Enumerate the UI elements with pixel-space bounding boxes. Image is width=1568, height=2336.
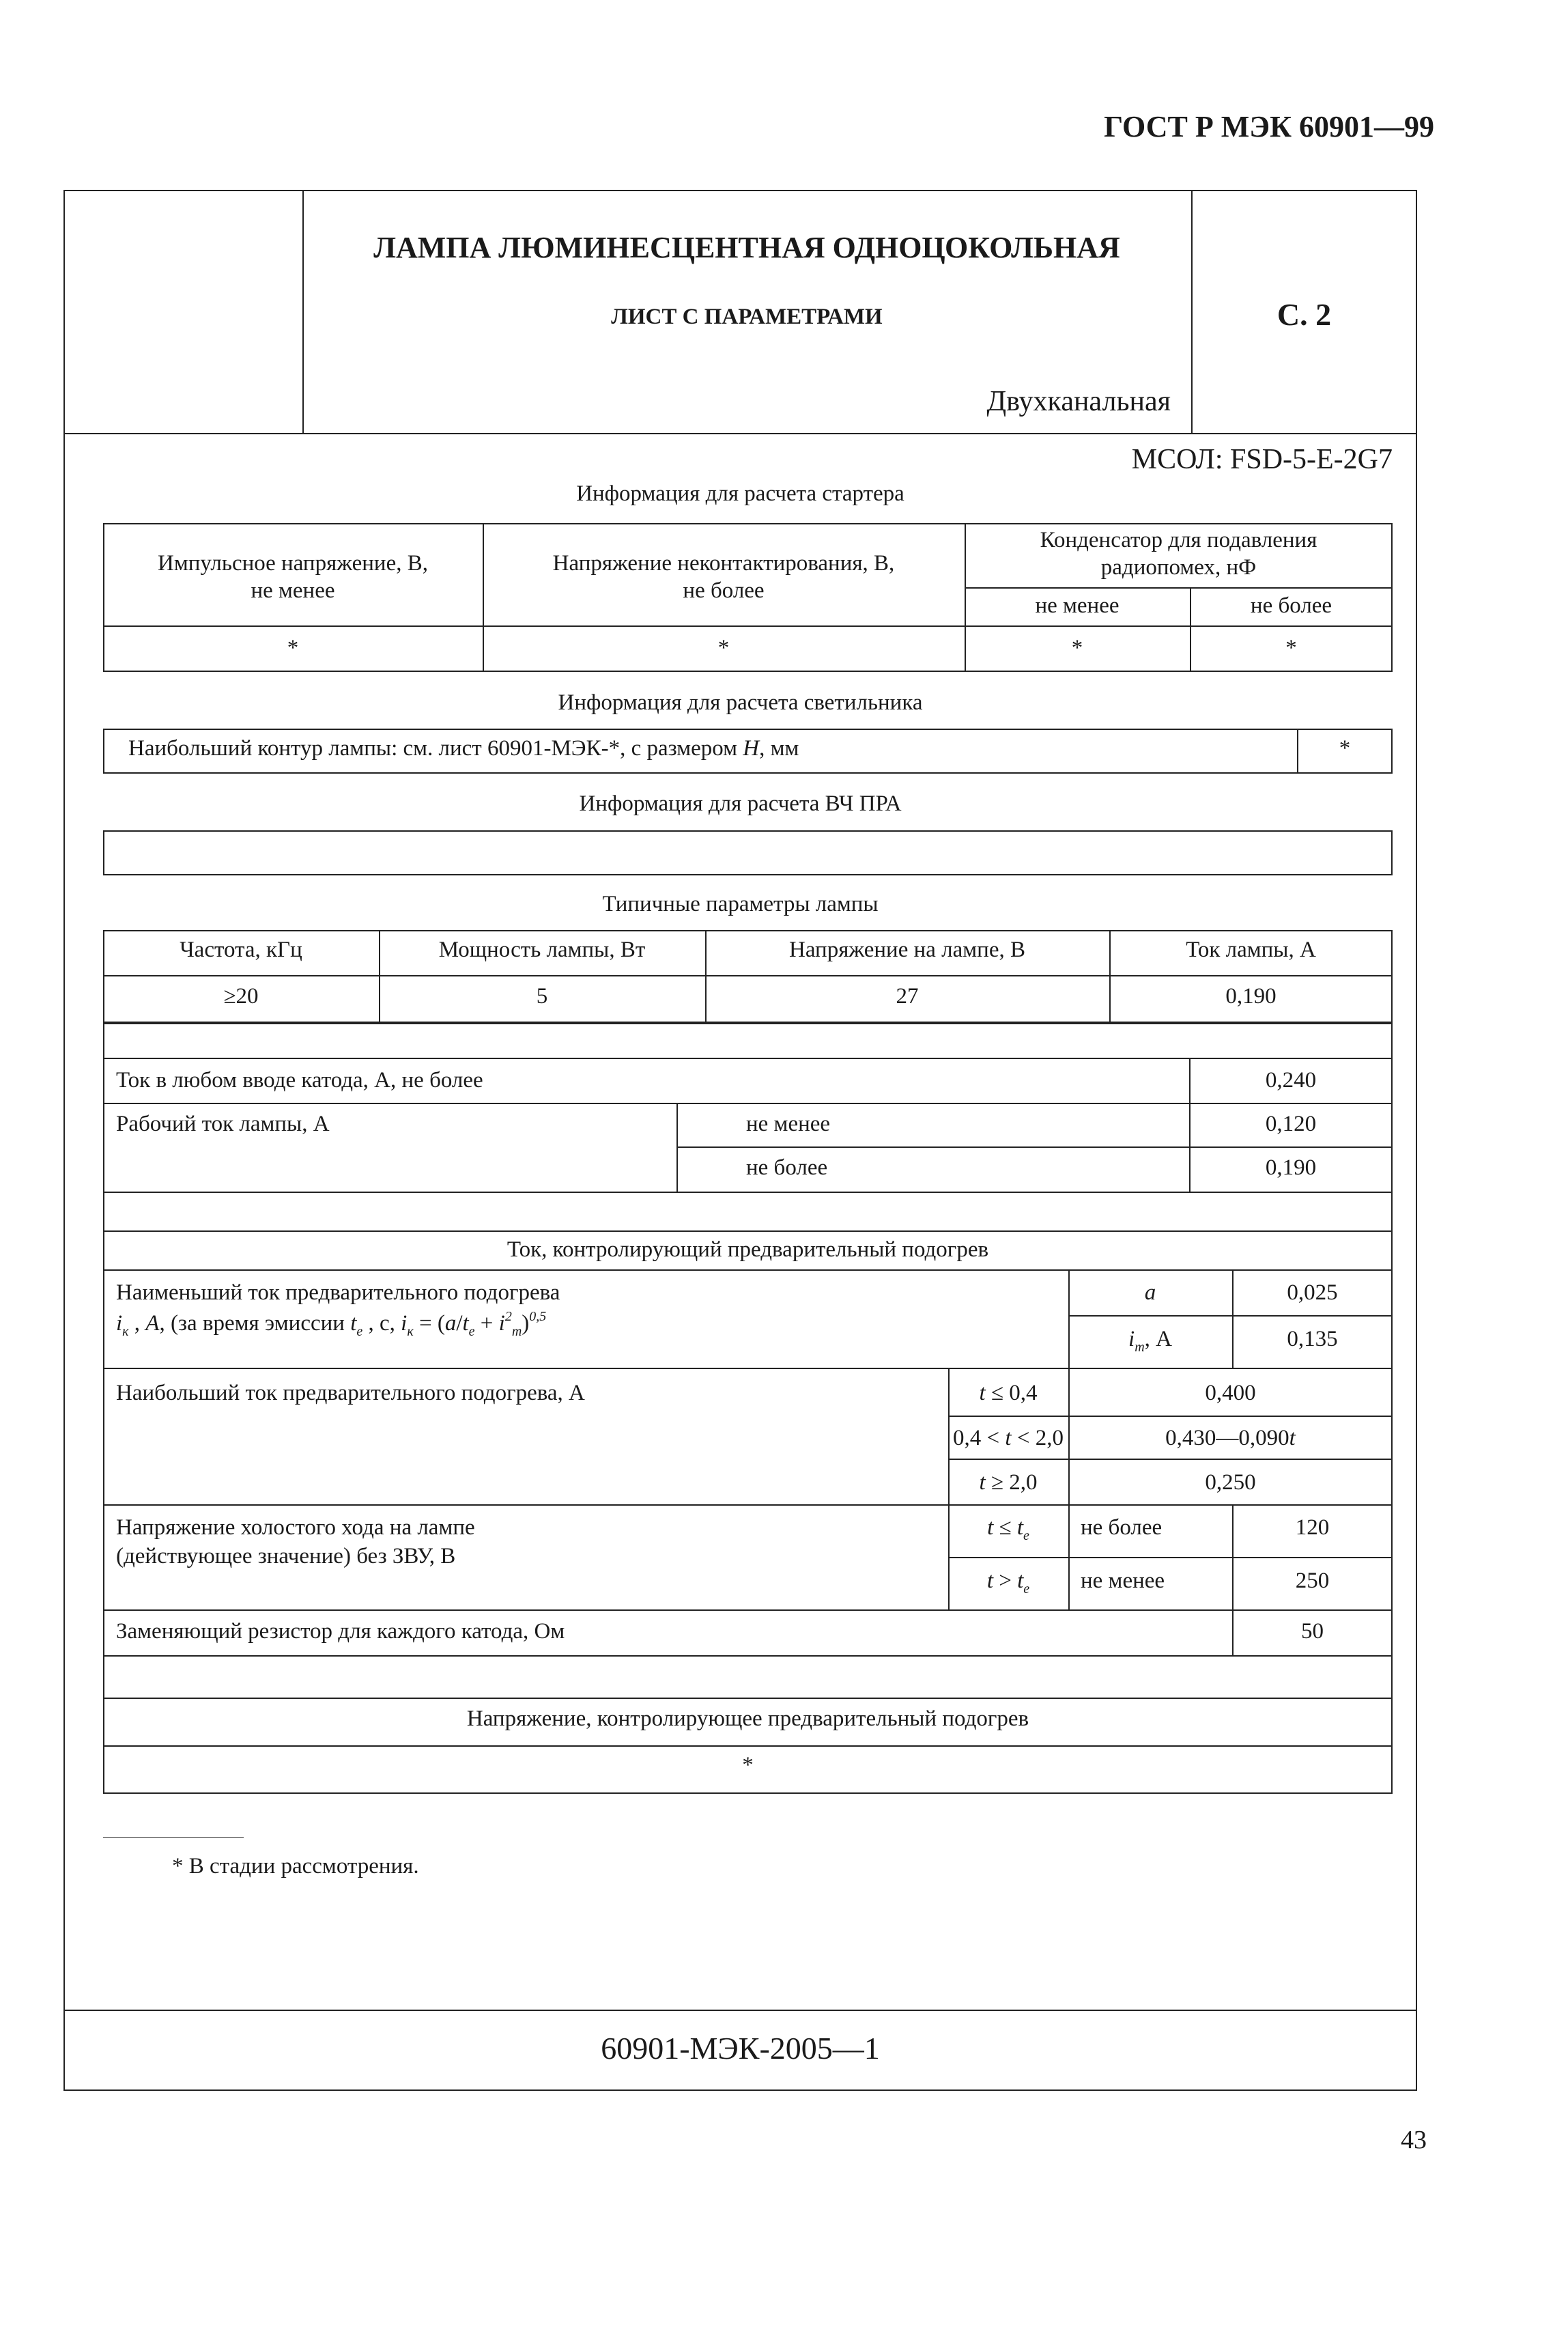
- max-preheat-value-1: 0,400: [1205, 1381, 1256, 1405]
- frequency-value: ≥20: [223, 984, 259, 1009]
- footer-line: [63, 2010, 1417, 2011]
- starter-header-bottom-line: [103, 625, 1393, 627]
- max-lamp-outline-value: *: [1339, 736, 1351, 761]
- lamp-power-value: 5: [536, 984, 548, 1009]
- starter-section-title: Информация для расчета стартера: [576, 481, 904, 506]
- starter-sub-header-line: [965, 587, 1393, 589]
- capacitor-header-2: радиопомех, нФ: [1100, 555, 1257, 580]
- operating-min-label: не менее: [746, 1112, 831, 1136]
- operating-label-sep: [676, 1103, 678, 1192]
- mcol-designation: МСОЛ: FSD-5-E-2G7: [1131, 444, 1393, 475]
- typical-section-title: Типичные параметры лампы: [602, 892, 879, 916]
- resistor-label: Заменяющий резистор для каждого катода, Ом: [116, 1619, 565, 1644]
- open-circuit-limit-1: не более: [1081, 1515, 1163, 1540]
- operating-max-value: 0,190: [1265, 1155, 1317, 1180]
- page-number: 43: [1401, 2126, 1427, 2154]
- hf-table: [103, 830, 1393, 875]
- pulse-voltage-value: *: [287, 636, 299, 660]
- row-line-9: [103, 1368, 1393, 1369]
- param-im-value: 0,135: [1287, 1327, 1338, 1351]
- max-lamp-outline-label: Наибольший контур лампы: см. лист 60901-МЭК-*, с размером H, мм: [128, 736, 799, 761]
- capacitor-max-value: *: [1285, 636, 1297, 660]
- capacitor-min-header: не менее: [1035, 593, 1120, 618]
- frequency-header: Частота, кГц: [180, 938, 302, 962]
- row-line-1: [103, 1058, 1393, 1059]
- max-preheat-cond-3: t ≥ 2,0: [979, 1470, 1038, 1495]
- noncontact-voltage-header: Напряжение неконтактирования, В,: [552, 551, 895, 576]
- capacitor-max-header: не более: [1250, 593, 1332, 618]
- min-preheat-formula: $i_к$ , А, (за время эмиссии $t_е$ , с, $i_к = (a/t_е + i^2_m)^{0,5}$: [116, 1309, 547, 1339]
- preheat-current-title: Ток, контролирующий предварительный подогрев: [507, 1237, 989, 1262]
- row-line-14: [103, 1609, 1393, 1611]
- typical-header-line: [103, 975, 1393, 976]
- row-line-15: [103, 1655, 1393, 1657]
- max-preheat-value-3: 0,250: [1205, 1470, 1256, 1495]
- param-a-value: 0,025: [1287, 1280, 1338, 1305]
- lamp-voltage-value: 27: [896, 984, 919, 1009]
- max-preheat-value-2: 0,430—0,090t: [1165, 1426, 1296, 1450]
- lamp-current-value: 0,190: [1225, 984, 1277, 1009]
- lamp-voltage-header: Напряжение на лампе, В: [789, 938, 1025, 962]
- noncontact-voltage-value: *: [717, 636, 730, 660]
- row-line-5: [103, 1192, 1393, 1193]
- row-line-7: [103, 1269, 1393, 1271]
- operating-min-value: 0,120: [1265, 1112, 1317, 1136]
- row-line-10: [948, 1416, 1393, 1417]
- param-im-label: $i_m$, А: [1128, 1327, 1172, 1355]
- cathode-current-value: 0,240: [1265, 1068, 1317, 1093]
- pulse-voltage-header-2: не менее: [251, 578, 335, 603]
- operating-current-label: Рабочий ток лампы, А: [116, 1112, 330, 1136]
- param-a-label: a: [1144, 1280, 1156, 1305]
- resistor-value: 50: [1301, 1619, 1324, 1644]
- lamp-title: ЛАМПА ЛЮМИНЕСЦЕНТНАЯ ОДНОЦОКОЛЬНАЯ: [373, 231, 1120, 264]
- header-bottom-line: [63, 433, 1417, 434]
- footnote-text: * В стадии рассмотрения.: [172, 1854, 419, 1878]
- row-line-3: [103, 1103, 676, 1104]
- standard-number: ГОСТ Р МЭК 60901—99: [1104, 110, 1434, 143]
- hf-section-title: Информация для расчета ВЧ ПРА: [579, 791, 902, 816]
- row-line-16: [103, 1698, 1393, 1699]
- page-label: С. 2: [1277, 297, 1332, 332]
- open-circuit-label-2: (действующее значение) без ЗВУ, В: [116, 1544, 456, 1568]
- row-line-4: [676, 1146, 1393, 1148]
- row-line-17: [103, 1745, 1393, 1747]
- lamp-power-header: Мощность лампы, Вт: [438, 938, 646, 962]
- open-circuit-label: Напряжение холостого хода на лампе: [116, 1515, 475, 1540]
- max-preheat-cond-1: t ≤ 0,4: [979, 1381, 1038, 1405]
- open-circuit-cond-1: $t \le t_e$: [987, 1515, 1029, 1543]
- lamp-current-header: Ток лампы, А: [1186, 938, 1316, 962]
- parameters-table: [103, 1023, 1393, 1794]
- lamp-type: Двухканальная: [986, 386, 1171, 417]
- cathode-current-label: Ток в любом вводе катода, А, не более: [116, 1068, 483, 1093]
- luminaire-section-title: Информация для расчета светильника: [558, 690, 923, 715]
- row-line-11: [948, 1459, 1393, 1460]
- max-preheat-label: Наибольший ток предварительного подогрева, А: [116, 1381, 585, 1405]
- max-preheat-cond-2: 0,4 < t < 2,0: [953, 1426, 1064, 1450]
- sheet-code: 60901-МЭК-2005—1: [601, 2031, 880, 2066]
- row-line-12: [103, 1504, 1393, 1506]
- row-line-6: [103, 1230, 1393, 1232]
- open-circuit-value-2: 250: [1295, 1568, 1330, 1593]
- row-line-2: [676, 1103, 1393, 1104]
- capacitor-header: Конденсатор для подавления: [1040, 528, 1317, 552]
- open-circuit-limit-2: не менее: [1081, 1568, 1165, 1593]
- preheat-voltage-title: Напряжение, контролирующее предварительный подогрев: [466, 1706, 1029, 1731]
- noncontact-voltage-header-2: не более: [683, 578, 765, 603]
- row-line-13: [948, 1557, 1393, 1558]
- open-circuit-cond-2: $t > t_e$: [986, 1568, 1030, 1596]
- open-circuit-value-1: 120: [1295, 1515, 1330, 1540]
- row-line-8: [1068, 1315, 1393, 1317]
- sheet-subtitle: ЛИСТ С ПАРАМЕТРАМИ: [611, 305, 883, 329]
- min-preheat-label: Наименьший ток предварительного подогрева: [116, 1280, 560, 1305]
- preheat-voltage-value: *: [742, 1753, 754, 1777]
- footnote-rule: [103, 1837, 244, 1838]
- operating-max-label: не более: [746, 1155, 828, 1180]
- capacitor-min-value: *: [1071, 636, 1083, 660]
- pulse-voltage-header: Импульсное напряжение, В,: [158, 551, 428, 576]
